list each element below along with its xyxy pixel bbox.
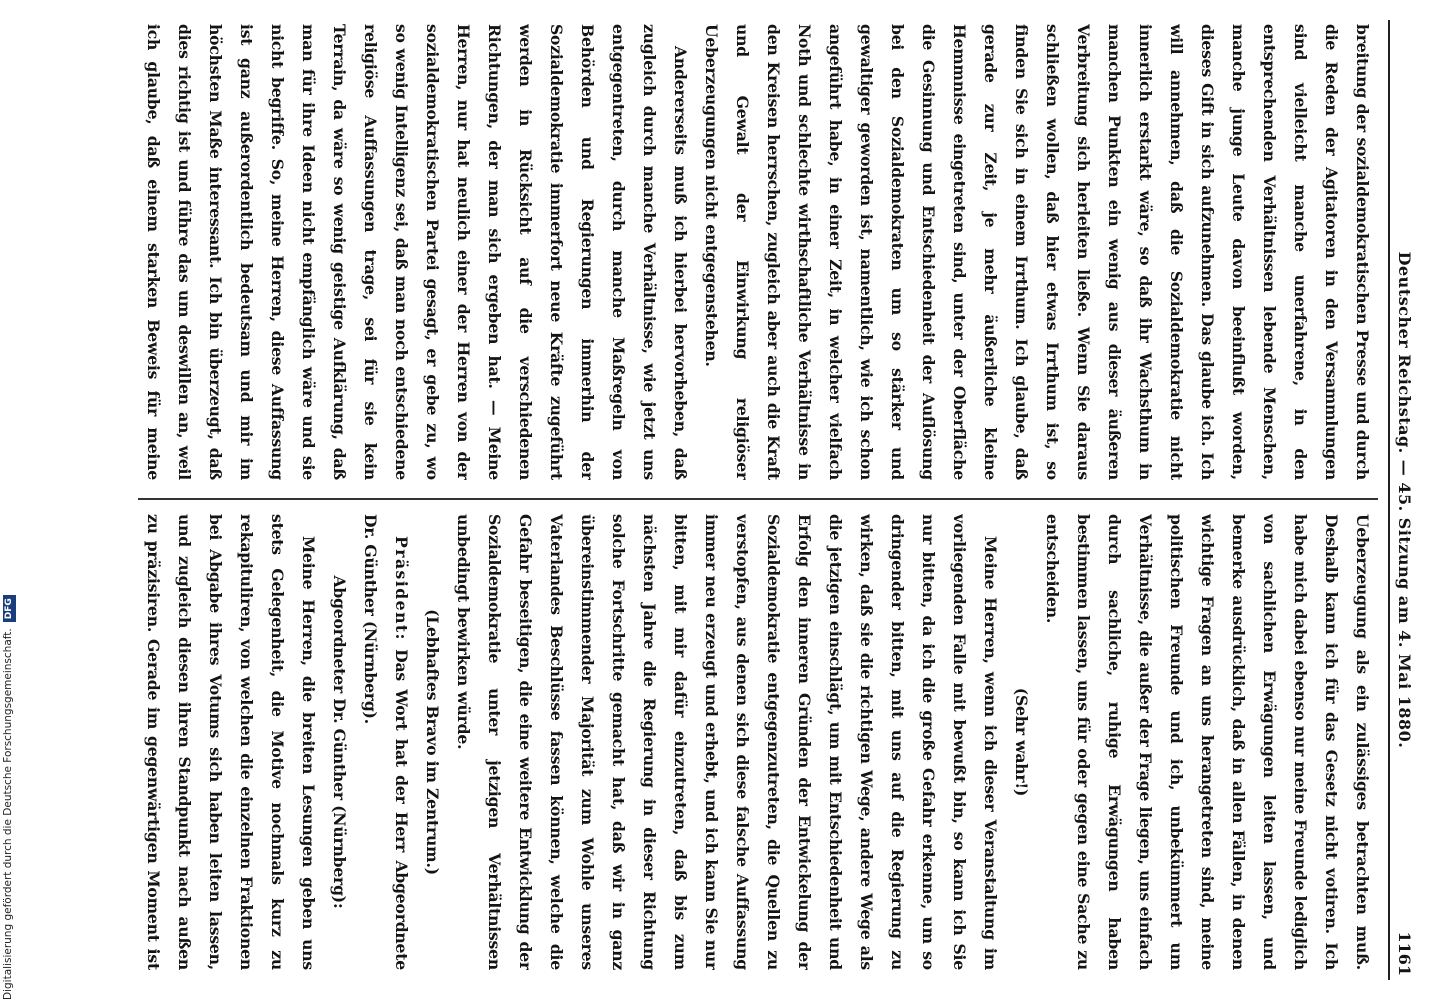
president-statement [355, 514, 417, 970]
paragraph: Meine Herren, wenn ich dieser Veranstaltung im vorliegenden Falle mit bewußt bin, so kann ich Sie nur bitten, da ich die große Gefahr erkenne, um so dringender bitten, mit uns auf die Regierung zu wirken, daß sie die richtigen Wege, andere Wege als die jetzigen einschlägt, um mit Entschiedenheit und Erfolg den inneren Gründen der Entwickelung der Sozialdemokratie entgegenzutreten, die Quellen zu verstopfen, aus denen sich diese falsche Auffassung immer neu erzeugt und erhebt, und ich kann Sie nur bitten, mit mir dafür einzutreten, daß bis zum nächsten Jahre die Regierung in dieser Richtung solche Fortschritte gemacht hat, daß wir in ganz übereinstimmender Majorität zum Wohle unseres Vaterlandes Beschlüsse fassen können, welche die Gefahr beseitigen, die eine weitere Entwicklung der Sozialdemokratie unter jetzigen Verhältnissen unbedingt bewirken würde. [454, 514, 1000, 970]
page-header [1388, 20, 1416, 980]
document-page [116, 20, 1416, 980]
page-number: 1161 [1395, 931, 1414, 976]
dfg-logo-icon: DFG [3, 595, 16, 622]
paragraph: Ueberzeugung als ein zulässiges betrachten muß. Deshalb kann ich für das Gesetz nicht votiren. Ich habe mich dabei ebenso nur meine Freunde lediglich von sachlichen Erwägungen leiten lassen, und bemerke ausdrücklich, daß in allen Fällen, in denen wichtige Fragen an uns herangetreten sind, meine politischen Freunde und ich, unbekümmert um Verhältnisse, die außer der Frage liegen, uns einfach durch sachliche, ruhige Erwägungen haben bestimmen lassen, uns für oder gegen eine Sache zu entscheiden. [1043, 514, 1372, 970]
interjection: (Sehr wahr!) [1012, 687, 1031, 797]
paragraph: Meine Herren, die breiten Lesungen geben uns stets Gelegenheit, die Motive nochmals kurz zu rekapituliren, von welchen die einzelnen Fraktionen bei Abgabe ihres Votums sich haben leiten lassen, und zugleich diesen ihren Standpunkt nach außen zu präzisiren. Gerade im gegenwärtigen Moment ist [144, 514, 318, 970]
digitization-footer [2, 0, 18, 1000]
interjection: (Lebhaftes Bravo im Zentrum.) [423, 609, 442, 875]
paragraph: Andererseits muß ich hierbei hervorheben, daß zugleich durch manche Verhältnisse, wie jetzt uns entgegentreten, durch manche Maßregeln von Behörden und Regierungen immerhin der Sozialdemokratie immerfort neue Kräfte zugeführt werden in Rücksicht auf die verschiedenen Richtungen, der man sich ergeben hat. — Meine Herren, nur hat neulich einer der Herren von der sozialdemokratischen Partei gesagt, er gebe zu, wo so wenig Intelligenz sei, daß man noch entschiedene religiöse Auffassungen trage, sei für sie kein Terrain, da wäre so wenig geistige Aufklärung, daß man für ihre Ideen nicht empfänglich wäre und sie nicht begriffe. So, meine Herren, diese Auffassung ist ganz außerordentlich bedeutsam und mir im höchsten Maße interessant. Ich bin überzeugt, daß dies richtig ist und führe das um deswillen an, weil ich glaube, daß einem starken Beweis für meine [144, 24, 690, 480]
president-label: Präsident: [392, 536, 411, 641]
speaker-label: Abgeordneter Dr. Günther (Nürnberg): [330, 575, 349, 909]
paragraph: breitung der sozialdemokratischen Presse und durch die Reden der Agitatoren in den Versammlungen sind vielleicht manche unerfahrene, in den entsprechenden Verhältnissen lebende Menschen, manche junge Leute davon beeinflußt worden, dieses Gift in sich aufzunehmen. Das glaube ich. Ich will annehmen, daß die Sozialdemokratie nicht innerlich erstarkt wäre, so daß ihr Wachsthum in manchen Punkten ein wenig aus dieser äußeren Verbreitung sich herleiten ließe. Wenn Sie daraus schließen wollen, daß hier etwas Irrthum ist, so finden Sie sich in einem Irrthum. Ich glaube, daß gerade zur Zeit, je mehr äußerliche kleine Hemmnisse eingetreten sind, unter der Oberfläche die Gesinnung und Entschiedenheit der Auflösung bei den Sozialdemokraten um so stärker und gewaltiger geworden ist, namentlich, wie ich schon angeführt habe, in einer Zeit, in welcher vielfach Noth und schlechte wirthschaftliche Verhältnisse in den Kreisen herrschen, zugleich aber auch die Kraft und Gewalt der Einwirkung religiöser Ueberzeugungen nicht entgegenstehen. [702, 24, 1372, 480]
right-column [138, 514, 1378, 970]
column-divider [138, 498, 1378, 500]
footer-text: Digitalisierung gefördert durch die Deutsche Forschungsgemeinschaft. [2, 628, 14, 1000]
president-text: Das Wort hat der Herr Abgeordnete Dr. Günther (Nürnberg). [361, 514, 411, 970]
left-column [138, 24, 1378, 480]
header-title: Deutscher Reichstag. — 45. Sitzung am 4. Mai 1880. [1395, 251, 1414, 749]
